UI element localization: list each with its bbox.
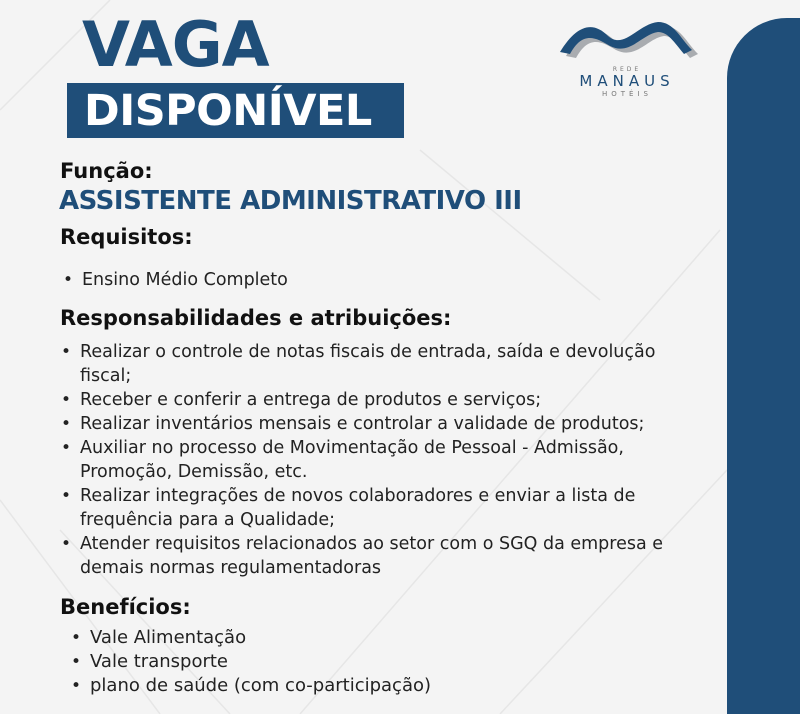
list-item: • Realizar inventários mensais e controlar a validade de produtos; <box>58 412 708 436</box>
side-decor-panel <box>727 18 800 714</box>
job-role-title: ASSISTENTE ADMINISTRATIVO III <box>59 186 522 216</box>
logo-hoteis-text: HOTÉIS <box>602 90 652 98</box>
wave-m-logo-icon <box>552 20 702 66</box>
responsibilities-label: Responsabilidades e atribuições: <box>60 306 452 330</box>
list-item: • Realizar o controle de notas fiscais de entrada, saída e devolução fiscal; <box>58 340 708 388</box>
list-item: • Atender requisitos relacionados ao setor com o SGQ da empresa e demais normas regulamentadoras <box>58 532 708 580</box>
list-item: • plano de saúde (com co-participação) <box>68 674 568 698</box>
list-item: • Vale transporte <box>68 650 568 674</box>
list-item: • Auxiliar no processo de Movimentação de Pessoal - Admissão, Promoção, Demissão, etc. <box>58 436 708 484</box>
benefits-list <box>68 626 568 698</box>
list-item: • Receber e conferir a entrega de produtos e serviços; <box>58 388 708 412</box>
list-item: • Realizar integrações de novos colaboradores e enviar a lista de frequência para a Qualidade; <box>58 484 708 532</box>
logo-rede-text: REDE <box>612 66 642 73</box>
responsibilities-list <box>58 340 708 580</box>
logo-manaus-text: MANAUS <box>579 72 675 90</box>
company-logo <box>552 20 702 105</box>
title-vaga: VAGA <box>82 8 269 81</box>
requirements-list <box>60 268 700 292</box>
function-label: Função: <box>60 159 153 183</box>
list-item: • Ensino Médio Completo <box>60 268 700 292</box>
title-disponivel: DISPONÍVEL <box>84 86 372 136</box>
requirements-label: Requisitos: <box>60 225 193 249</box>
list-item: • Vale Alimentação <box>68 626 568 650</box>
benefits-label: Benefícios: <box>60 595 191 619</box>
